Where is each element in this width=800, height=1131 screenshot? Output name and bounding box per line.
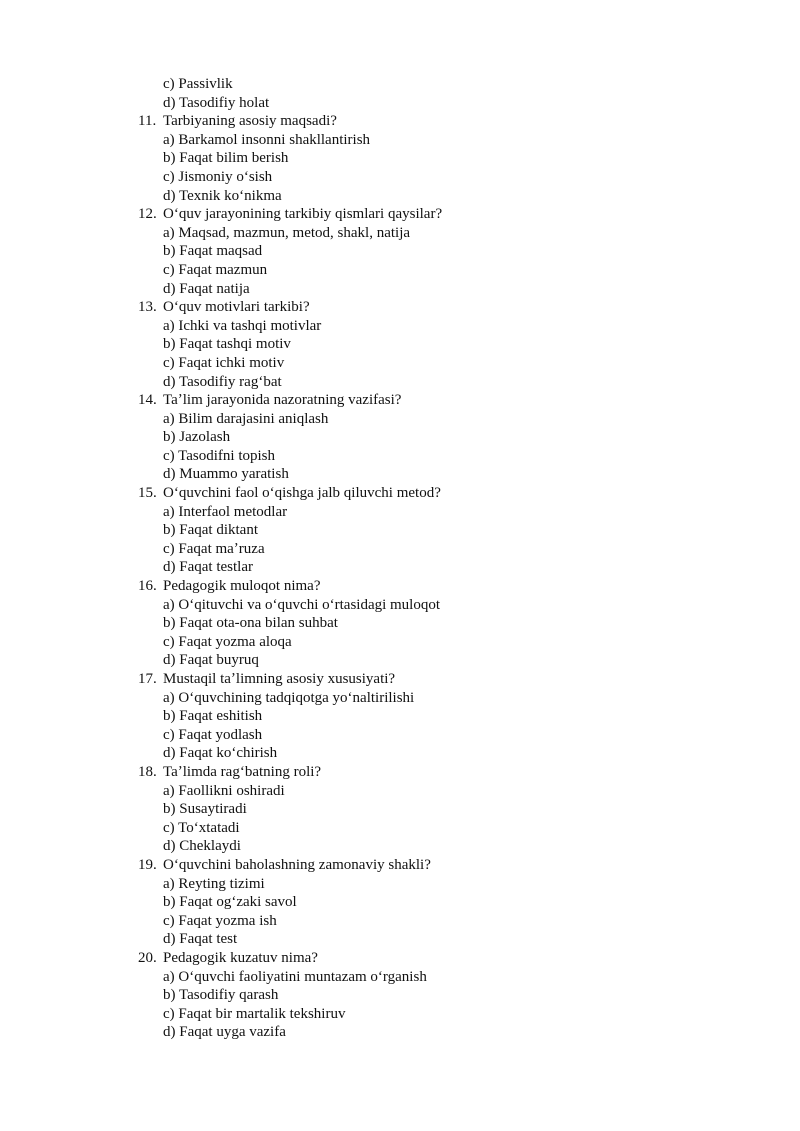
- option-letter: b): [163, 150, 176, 167]
- question-heading: [0, 949, 800, 968]
- question-text: Mustaqil taʼlimning asosiy xususiyati?: [163, 671, 396, 687]
- option-text: Tasodifni topish: [178, 447, 276, 464]
- option-letter: a): [163, 224, 175, 241]
- question-heading: [0, 484, 800, 503]
- answer-option: [0, 354, 800, 373]
- question-number: 20.: [138, 949, 157, 966]
- answer-option: [0, 968, 800, 987]
- answer-option: [0, 633, 800, 652]
- option-text: Faqat test: [179, 931, 238, 948]
- option-letter: b): [163, 429, 176, 446]
- option-text: Maqsad, mazmun, metod, shakl, natija: [178, 224, 411, 241]
- option-letter: c): [163, 1005, 175, 1022]
- option-text: Faqat natija: [179, 280, 250, 297]
- option-letter: d): [163, 745, 176, 762]
- question-heading: [0, 670, 800, 689]
- question-block: [0, 391, 800, 484]
- option-letter: c): [163, 726, 175, 743]
- answer-option: [0, 986, 800, 1005]
- option-letter: b): [163, 708, 176, 725]
- answer-option: [0, 168, 800, 187]
- option-letter: d): [163, 931, 176, 948]
- answer-option: [0, 428, 800, 447]
- question-heading: [0, 298, 800, 317]
- answer-option: [0, 875, 800, 894]
- option-text: Faqat yozma aloqa: [178, 633, 292, 650]
- option-letter: c): [163, 633, 175, 650]
- answer-option: [0, 131, 800, 150]
- option-text: Faqat mazmun: [178, 261, 268, 278]
- answer-option: [0, 224, 800, 243]
- option-text: Toʻxtatadi: [178, 819, 240, 836]
- answer-option: [0, 930, 800, 949]
- question-block: [0, 298, 800, 391]
- option-text: Interfaol metodlar: [178, 503, 288, 520]
- option-letter: c): [163, 912, 175, 929]
- option-letter: d): [163, 559, 176, 576]
- option-letter: b): [163, 336, 176, 353]
- option-text: Faqat koʻchirish: [179, 745, 278, 762]
- option-text: Faqat buyruq: [179, 652, 259, 669]
- option-letter: b): [163, 894, 176, 911]
- option-letter: b): [163, 243, 176, 260]
- option-letter: b): [163, 522, 176, 539]
- option-letter: d): [163, 187, 176, 204]
- question-block: [0, 949, 800, 1042]
- option-letter: c): [163, 76, 175, 92]
- answer-option: [0, 335, 800, 354]
- answer-option: [0, 893, 800, 912]
- option-letter: c): [163, 168, 175, 185]
- answer-option: [0, 94, 800, 113]
- option-text: Faqat ogʻzaki savol: [179, 894, 297, 911]
- option-text: Oʻquvchining tadqiqotga yoʻnaltirilishi: [178, 689, 415, 706]
- question-block: [0, 763, 800, 856]
- option-text: Tasodifiy qarash: [178, 987, 279, 1004]
- option-text: Faqat testlar: [179, 559, 253, 576]
- question-block: [0, 484, 800, 577]
- option-text: Faqat bilim berish: [179, 150, 289, 167]
- document-page: [0, 75, 800, 1042]
- question-list: [0, 112, 800, 1042]
- answer-option: [0, 819, 800, 838]
- option-text: Barkamol insonni shakllantirish: [178, 131, 371, 148]
- option-letter: d): [163, 373, 176, 390]
- option-letter: d): [163, 94, 176, 111]
- option-text: Tasodifiy holat: [178, 94, 270, 111]
- option-text: Jismoniy oʻsish: [178, 168, 273, 185]
- answer-option: [0, 744, 800, 763]
- option-letter: d): [163, 1024, 176, 1041]
- option-text: Susaytiradi: [179, 801, 247, 818]
- question-number: 12.: [138, 206, 157, 223]
- question-text: Pedagogik muloqot nima?: [163, 578, 321, 595]
- answer-option: [0, 689, 800, 708]
- answer-option: [0, 614, 800, 633]
- leading-options: [0, 75, 800, 112]
- question-text: Pedagogik kuzatuv nima?: [163, 949, 318, 966]
- option-text: Faqat eshitish: [179, 708, 263, 725]
- question-heading: [0, 763, 800, 782]
- question-number: 11.: [138, 113, 157, 130]
- answer-option: [0, 187, 800, 206]
- option-letter: d): [163, 466, 176, 483]
- option-text: Faqat bir martalik tekshiruv: [178, 1005, 346, 1022]
- option-text: Oʻqituvchi va oʻquvchi oʻrtasidagi muloqot: [178, 596, 441, 613]
- question-text: Tarbiyaning asosiy maqsadi?: [163, 113, 337, 130]
- question-text: Oʻquvchini baholashning zamonaviy shakli?: [163, 856, 431, 873]
- answer-option: [0, 521, 800, 540]
- answer-option: [0, 707, 800, 726]
- question-block: [0, 670, 800, 763]
- option-text: Faqat yodlash: [178, 726, 263, 743]
- option-text: Oʻquvchi faoliyatini muntazam oʻrganish: [178, 968, 427, 985]
- question-text: Taʼlimda ragʻbatning roli?: [163, 763, 322, 780]
- answer-option: [0, 503, 800, 522]
- option-letter: c): [163, 447, 175, 464]
- question-text: Oʻquvchini faol oʻqishga jalb qiluvchi metod?: [163, 485, 441, 502]
- option-text: Faqat yozma ish: [178, 912, 277, 929]
- answer-option: [0, 912, 800, 931]
- answer-option: [0, 726, 800, 745]
- option-letter: b): [163, 801, 176, 818]
- answer-option: [0, 465, 800, 484]
- option-letter: c): [163, 354, 175, 371]
- option-letter: a): [163, 968, 175, 985]
- option-letter: a): [163, 410, 175, 427]
- answer-option: [0, 800, 800, 819]
- answer-option: [0, 837, 800, 856]
- option-letter: c): [163, 819, 175, 836]
- option-text: Faqat uyga vazifa: [179, 1024, 286, 1041]
- option-letter: a): [163, 875, 175, 892]
- option-text: Faqat diktant: [179, 522, 258, 539]
- option-text: Faqat maʼruza: [178, 540, 265, 557]
- answer-option: [0, 75, 800, 94]
- option-letter: b): [163, 615, 176, 632]
- question-heading: [0, 577, 800, 596]
- option-letter: c): [163, 540, 175, 557]
- question-block: [0, 856, 800, 949]
- answer-option: [0, 540, 800, 559]
- option-letter: d): [163, 652, 176, 669]
- question-number: 16.: [138, 578, 157, 595]
- option-text: Ichki va tashqi motivlar: [178, 317, 322, 334]
- answer-option: [0, 651, 800, 670]
- option-letter: d): [163, 280, 176, 297]
- question-number: 13.: [138, 299, 157, 316]
- question-number: 14.: [138, 392, 157, 409]
- option-text: Texnik koʻnikma: [178, 187, 282, 204]
- question-text: Taʼlim jarayonida nazoratning vazifasi?: [163, 392, 402, 409]
- question-number: 19.: [138, 856, 157, 873]
- option-letter: b): [163, 987, 176, 1004]
- option-letter: a): [163, 131, 175, 148]
- option-letter: a): [163, 689, 175, 706]
- question-number: 18.: [138, 763, 157, 780]
- option-text: Faqat tashqi motiv: [179, 336, 291, 353]
- question-text: Oʻquv motivlari tarkibi?: [163, 299, 310, 316]
- option-letter: a): [163, 317, 175, 334]
- option-text: Faqat ota-ona bilan suhbat: [179, 615, 338, 632]
- question-block: [0, 577, 800, 670]
- answer-option: [0, 242, 800, 261]
- answer-option: [0, 317, 800, 336]
- question-text: Oʻquv jarayonining tarkibiy qismlari qaysilar?: [163, 206, 443, 223]
- question-heading: [0, 391, 800, 410]
- question-number: 15.: [138, 485, 157, 502]
- option-text: Faollikni oshiradi: [178, 782, 285, 799]
- answer-option: [0, 782, 800, 801]
- option-text: Reyting tizimi: [178, 875, 265, 892]
- question-block: [0, 112, 800, 205]
- option-letter: a): [163, 782, 175, 799]
- answer-option: [0, 558, 800, 577]
- option-letter: d): [163, 838, 176, 855]
- question-number: 17.: [138, 671, 157, 687]
- option-letter: a): [163, 596, 175, 613]
- answer-option: [0, 1023, 800, 1042]
- option-text: Passivlik: [178, 76, 233, 92]
- option-letter: c): [163, 261, 175, 278]
- option-text: Faqat ichki motiv: [178, 354, 285, 371]
- answer-option: [0, 596, 800, 615]
- option-text: Bilim darajasini aniqlash: [178, 410, 329, 427]
- option-text: Faqat maqsad: [179, 243, 263, 260]
- question-block: [0, 205, 800, 298]
- option-text: Tasodifiy ragʻbat: [178, 373, 282, 390]
- answer-option: [0, 410, 800, 429]
- answer-option: [0, 261, 800, 280]
- answer-option: [0, 373, 800, 392]
- option-text: Jazolash: [179, 429, 231, 446]
- option-text: Cheklaydi: [179, 838, 241, 855]
- question-heading: [0, 856, 800, 875]
- question-heading: [0, 205, 800, 224]
- answer-option: [0, 447, 800, 466]
- option-letter: a): [163, 503, 175, 520]
- answer-option: [0, 1005, 800, 1024]
- answer-option: [0, 149, 800, 168]
- question-heading: [0, 112, 800, 131]
- answer-option: [0, 280, 800, 299]
- option-text: Muammo yaratish: [179, 466, 289, 483]
